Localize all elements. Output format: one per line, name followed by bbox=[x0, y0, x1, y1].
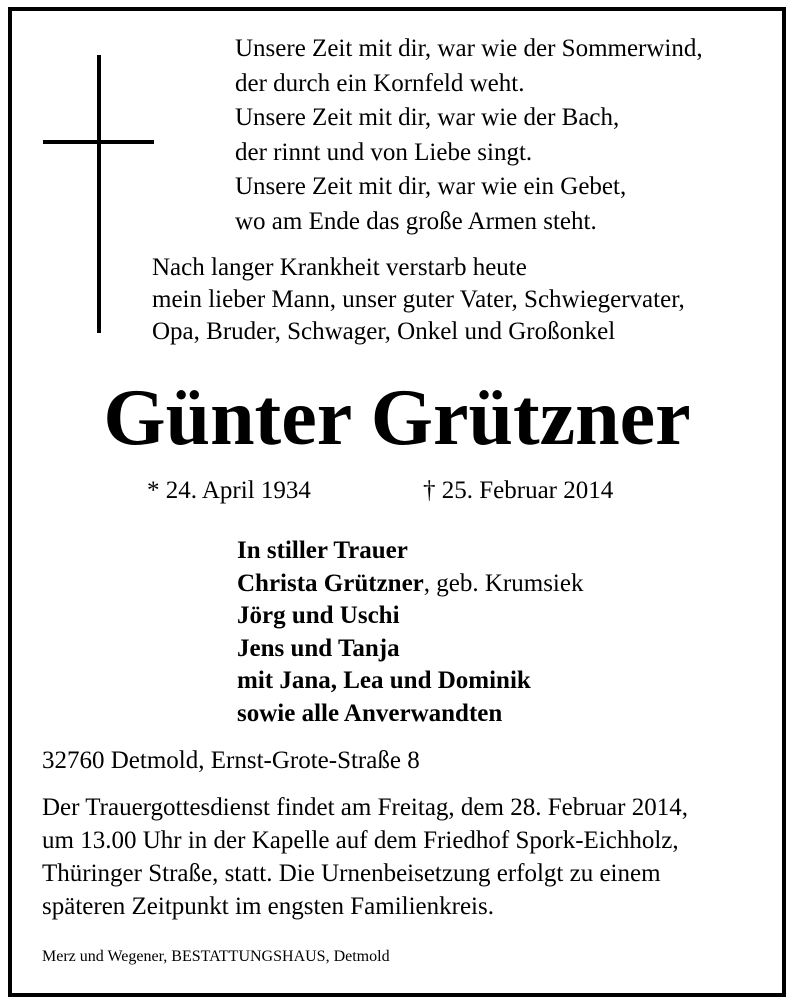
spouse-name: Christa Grützner bbox=[237, 569, 424, 597]
family-address: 32760 Detmold, Ernst-Grote-Straße 8 bbox=[42, 747, 420, 774]
service-line: Der Trauergottesdienst findet am Freitag, dem 28. Februar 2014, bbox=[42, 794, 688, 821]
family-member: sowie alle Anverwandten bbox=[237, 699, 503, 727]
family-member: mit Jana, Lea und Dominik bbox=[237, 667, 531, 695]
service-line: späteren Zeitpunkt im engsten Familienkreis. bbox=[42, 893, 494, 920]
poem-line: Unsere Zeit mit dir, war wie der Bach, bbox=[235, 104, 620, 132]
death-date: † 25. Februar 2014 bbox=[423, 477, 614, 504]
poem-line: der rinnt und von Liebe singt. bbox=[235, 138, 533, 166]
poem-line: wo am Ende das große Armen steht. bbox=[235, 207, 597, 235]
poem-line: der durch ein Kornfeld weht. bbox=[235, 69, 525, 97]
service-details bbox=[42, 791, 688, 923]
spouse-line bbox=[237, 568, 583, 601]
deceased-name: Günter Grützner bbox=[103, 374, 691, 462]
service-line: um 13.00 Uhr in der Kapelle auf dem Friedhof Spork-Eichholz, bbox=[42, 827, 679, 854]
mourners-list bbox=[237, 535, 583, 731]
announcement-line: Nach langer Krankheit verstarb heute bbox=[152, 254, 527, 281]
spouse-maiden-name: , geb. Krumsiek bbox=[423, 569, 584, 597]
announcement-line: mein lieber Mann, unser guter Vater, Schwiegervater, bbox=[152, 286, 685, 313]
cross-horizontal-bar bbox=[43, 140, 154, 144]
poem-line: Unsere Zeit mit dir, war wie ein Gebet, bbox=[235, 173, 627, 201]
birth-date: * 24. April 1934 bbox=[147, 477, 311, 504]
cross-vertical-bar bbox=[97, 55, 101, 333]
funeral-home: Merz und Wegener, BESTATTUNGSHAUS, Detmold bbox=[42, 948, 390, 965]
announcement-line: Opa, Bruder, Schwager, Onkel und Großonkel bbox=[152, 318, 616, 345]
service-line: Thüringer Straße, statt. Die Urnenbeisetzung erfolgt zu einem bbox=[42, 860, 661, 887]
family-member: Jens und Tanja bbox=[237, 634, 400, 662]
death-announcement-text bbox=[152, 252, 685, 348]
poem-line: Unsere Zeit mit dir, war wie der Sommerwind, bbox=[235, 35, 703, 62]
poem bbox=[235, 32, 703, 240]
family-member: Jörg und Uschi bbox=[237, 602, 400, 630]
mourning-heading: In stiller Trauer bbox=[237, 537, 408, 564]
